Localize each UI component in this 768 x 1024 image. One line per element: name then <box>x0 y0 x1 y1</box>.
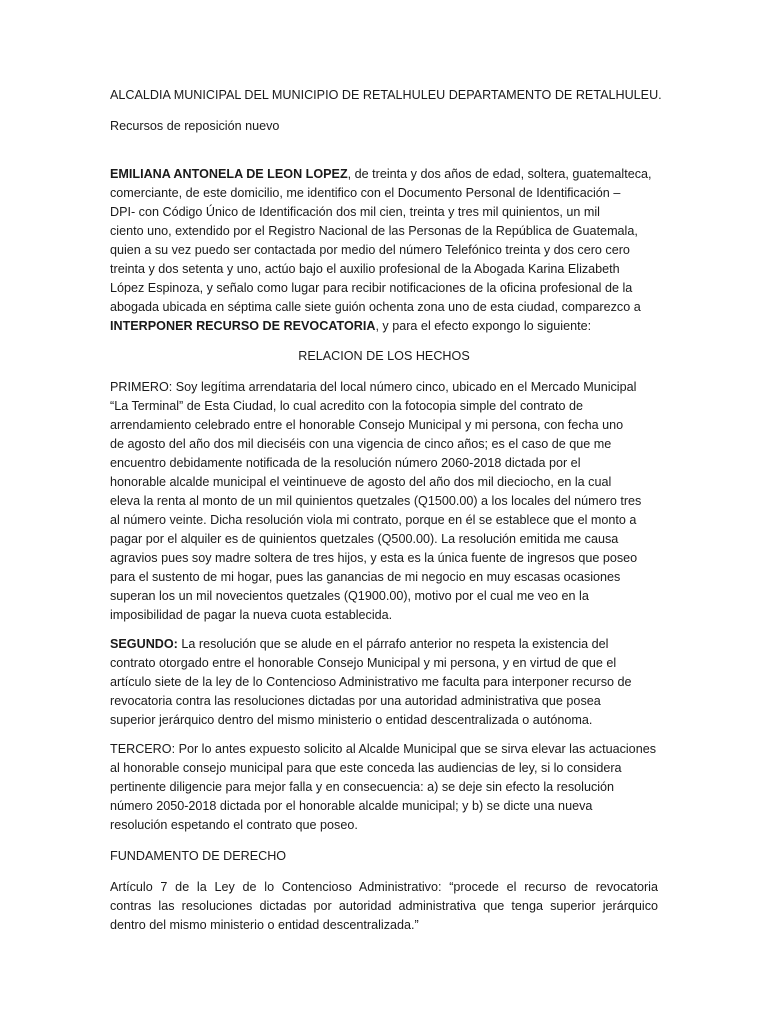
primero-line: eleva la renta al monto de un mil quinientos quetzales (Q1500.00) a los locales del número tres <box>110 494 642 508</box>
segundo-line: superior jerárquico dentro del mismo ministerio o entidad descentralizada o autónoma. <box>110 713 593 727</box>
primero-line: pagar por el alquiler es de quinientos quetzales (Q500.00). La resolución emitida me causa <box>110 532 619 546</box>
primero-line: encuentro debidamente notificada de la resolución número 2060-2018 dictada por el <box>110 456 581 470</box>
intro-line: abogada ubicada en séptima calle siete guión ochenta zona uno de esta ciudad, comparezco a <box>110 300 641 314</box>
intro-line: treinta y dos setenta y uno, actúo bajo el auxilio profesional de la Abogada Karina Elizabeth <box>110 262 620 276</box>
intro-text: , de treinta y dos años de edad, soltera, guatemalteca, <box>347 167 652 181</box>
tercero-line: número 2050-2018 dictada por el honorable alcalde municipal; y b) se dicte una nueva <box>110 799 593 813</box>
primero-line: al número veinte. Dicha resolución viola mi contrato, porque en él se establece que el monto a <box>110 513 637 527</box>
petitioner-name: EMILIANA ANTONELA DE LEON LOPEZ <box>110 167 348 181</box>
primero-label: PRIMERO: <box>110 380 173 394</box>
intro-line: quien a su vez puedo ser contactada por medio del número Telefónico treinta y dos cero cero <box>110 243 630 257</box>
intro-line: López Espinoza, y señalo como lugar para recibir notificaciones de la oficina profesional de la <box>110 281 633 295</box>
primero-text: Soy legítima arrendataria del local número cinco, ubicado en el Mercado Municipal <box>172 380 637 394</box>
primero-line: honorable alcalde municipal el veintinueve de agosto del año dos mil dieciocho, en la cual <box>110 475 612 489</box>
tercero-line: al honorable consejo municipal para que este conceda las audiencias de ley, si lo considera <box>110 761 622 775</box>
document-subtitle: Recursos de reposición nuevo <box>110 119 280 133</box>
tercero-line: TERCERO: Por lo antes expuesto solicito al Alcalde Municipal que se sirva elevar las actuaciones <box>110 742 656 756</box>
intro-text: , y para el efecto expongo lo siguiente: <box>375 319 592 333</box>
segundo-line: artículo siete de la ley de lo Contencioso Administrativo me faculta para interponer recurso de <box>110 675 632 689</box>
primero-line: agravios pues soy madre soltera de tres hijos, y esta es la única fuente de ingresos que poseo <box>110 551 638 565</box>
tercero-line: resolución espetando el contrato que poseo. <box>110 818 358 832</box>
segundo-line: contrato otorgado entre el honorable Consejo Municipal y mi persona, y en virtud de que el <box>110 656 617 670</box>
segundo-text: La resolución que se alude en el párrafo anterior no respeta la existencia del <box>177 637 609 651</box>
intro-line <box>110 167 652 182</box>
primero-line: superan los un mil novecientos quetzales (Q1900.00), motivo por el cual me veo en la <box>110 589 589 603</box>
primero-line: “La Terminal” de Esta Ciudad, lo cual acredito con la fotocopia simple del contrato de <box>110 399 583 413</box>
primero-line <box>110 380 636 395</box>
intro-line: DPI- con Código Único de Identificación dos mil cien, treinta y tres mil quinientos, un mil <box>110 205 600 219</box>
section-heading-fundamento: FUNDAMENTO DE DERECHO <box>110 849 287 863</box>
articulo-line: contras las resoluciones dictadas por autoridad administrativa que tenga superior jerárquico <box>110 899 658 913</box>
primero-line: arrendamiento celebrado entre el honorable Consejo Municipal y mi persona, con fecha uno <box>110 418 624 432</box>
tercero-line: pertinente diligencie para mejor falla y en consecuencia: a) se deje sin efecto la resolución <box>110 780 615 794</box>
primero-line: para el sustento de mi hogar, pues las ganancias de mi negocio en muy escasas ocasiones <box>110 570 621 584</box>
articulo-line: dentro del mismo ministerio o entidad descentralizada.” <box>110 918 419 932</box>
intro-line: ciento uno, extendido por el Registro Nacional de las Personas de la República de Guatemala, <box>110 224 638 238</box>
segundo-line: revocatoria contra las resoluciones dictadas por una autoridad administrativa que posea <box>110 694 601 708</box>
request-title: INTERPONER RECURSO DE REVOCATORIA <box>110 319 376 333</box>
document-title: ALCALDIA MUNICIPAL DEL MUNICIPIO DE RETALHULEU DEPARTAMENTO DE RETALHULEU. <box>110 88 662 102</box>
intro-line <box>110 319 591 334</box>
primero-line: de agosto del año dos mil dieciséis con una vigencia de cinco años; es el caso de que me <box>110 437 612 451</box>
intro-line: comerciante, de este domicilio, me identifico con el Documento Personal de Identificación – <box>110 186 621 200</box>
primero-line: imposibilidad de pagar la nueva cuota establecida. <box>110 608 393 622</box>
segundo-line <box>110 637 608 652</box>
segundo-label: SEGUNDO: <box>110 637 178 651</box>
articulo-line: Artículo 7 de la Ley de lo Contencioso Administrativo: “procede el recurso de revocatoria <box>110 880 658 894</box>
section-heading-hechos: RELACION DE LOS HECHOS <box>298 349 470 363</box>
